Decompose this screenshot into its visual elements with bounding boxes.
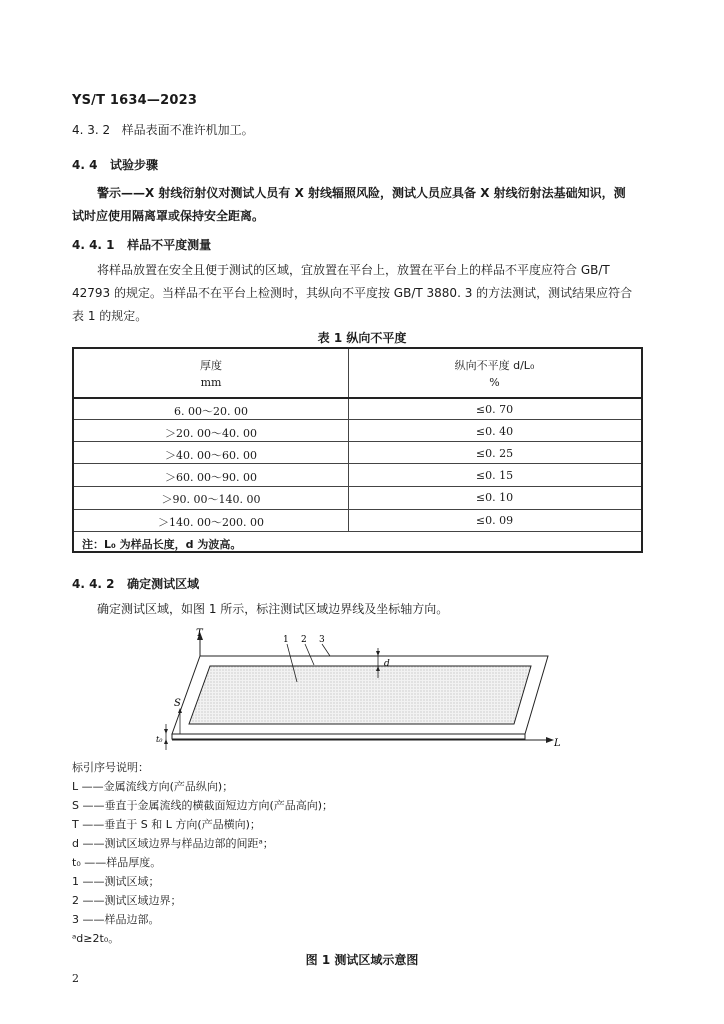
section-number: 4. 4 bbox=[72, 158, 98, 172]
row-divider bbox=[74, 509, 641, 510]
section-number: 4. 3. 2 bbox=[72, 123, 111, 137]
row-divider bbox=[74, 531, 641, 532]
para-line-2: 42793 的规定。当样品不在平台上检测时，其纵向不平度按 GB/T 3880. 3 的方法测试，测试结果应符合 bbox=[72, 286, 633, 300]
table-note: 注：L₀ 为样品长度，d 为波高。 bbox=[82, 538, 242, 551]
table-cell-thickness: ＞90. 00～140. 00 bbox=[161, 493, 261, 506]
legend-item: S ——垂直于金属流线的横截面短边方向(产品高向)； bbox=[72, 799, 334, 812]
table-caption: 表 1 纵向不平度 bbox=[317, 331, 407, 345]
section-text: 样品表面不准许机加工。 bbox=[121, 123, 254, 137]
row-divider bbox=[74, 419, 641, 420]
legend-item: 3 ——样品边部。 bbox=[72, 913, 160, 926]
flatness-table bbox=[72, 347, 643, 553]
t0-arrow-top bbox=[164, 729, 168, 734]
col-header-thickness: 厚度 bbox=[200, 359, 222, 372]
legend-item: 1 ——测试区域； bbox=[72, 875, 160, 888]
figure-caption: 图 1 测试区域示意图 bbox=[305, 953, 419, 967]
legend-title: 标引序号说明： bbox=[72, 761, 149, 774]
callout-1: 1 bbox=[283, 635, 289, 645]
col-header-flatness: 纵向不平度 d/L₀ bbox=[454, 359, 535, 372]
section-4-4-1-heading bbox=[72, 236, 211, 253]
section-title: 确定测试区域 bbox=[127, 577, 200, 591]
warning-line-1: 警示——X 射线衍射仪对测试人员有 X 射线辐照风险，测试人员应具备 X 射线衍射法基础知识，测 bbox=[97, 186, 626, 200]
table-cell-flatness: ≤0. 09 bbox=[475, 514, 514, 527]
section-title: 试验步骤 bbox=[109, 158, 158, 172]
legend-item: 2 ——测试区域边界； bbox=[72, 894, 182, 907]
t0-arrow-bottom bbox=[164, 739, 168, 744]
standard-code: YS/T 1634—2023 bbox=[72, 93, 198, 108]
legend-item: t₀ ——样品厚度。 bbox=[72, 856, 162, 869]
header-divider bbox=[74, 397, 641, 399]
callout-3: 3 bbox=[319, 635, 325, 645]
row-divider bbox=[74, 463, 641, 464]
legend-item: T ——垂直于 S 和 L 方向(产品横向)； bbox=[72, 818, 261, 831]
legend-item: d ——测试区域边界与样品边部的间距ᵃ； bbox=[72, 837, 274, 850]
section-4-4-2-heading bbox=[72, 575, 199, 592]
legend-footnote: ᵃd≥2t₀。 bbox=[72, 932, 120, 945]
test-area bbox=[189, 666, 531, 724]
axis-label-t: T bbox=[196, 628, 203, 639]
section-number: 4. 4. 2 bbox=[72, 577, 115, 591]
col-unit-thickness: mm bbox=[200, 376, 222, 389]
section-number: 4. 4. 1 bbox=[72, 238, 115, 252]
d-arrow-top bbox=[376, 651, 380, 656]
para-4-4-2: 确定测试区域，如图 1 所示，标注测试区域边界线及坐标轴方向。 bbox=[97, 602, 449, 616]
table-cell-thickness: ＞20. 00～40. 00 bbox=[165, 427, 257, 440]
table-cell-flatness: ≤0. 70 bbox=[475, 403, 514, 416]
callout-2: 2 bbox=[301, 635, 307, 645]
table-cell-flatness: ≤0. 15 bbox=[475, 469, 514, 482]
row-divider bbox=[74, 441, 641, 442]
callout-3-leader bbox=[322, 644, 330, 656]
l-axis-arrow bbox=[546, 737, 554, 743]
para-line-1: 将样品放置在安全且便于测试的区域，宜放置在平台上，放置在平台上的样品不平度应符合 GB/T bbox=[97, 263, 610, 277]
page-number: 2 bbox=[72, 972, 79, 985]
table-cell-flatness: ≤0. 40 bbox=[475, 425, 514, 438]
figure-legend bbox=[72, 758, 333, 948]
table-cell-flatness: ≤0. 10 bbox=[475, 491, 514, 504]
row-divider bbox=[74, 486, 641, 487]
table-cell-flatness: ≤0. 25 bbox=[475, 447, 514, 460]
col-unit-flatness: % bbox=[489, 376, 500, 389]
label-d: d bbox=[384, 659, 390, 669]
table-cell-thickness: 6. 00～20. 00 bbox=[174, 405, 248, 418]
warning-line-2: 试时应使用隔离罩或保持安全距离。 bbox=[72, 209, 265, 223]
label-t0: t₀ bbox=[156, 735, 163, 744]
axis-label-l: L bbox=[554, 738, 561, 749]
table-cell-thickness: ＞140. 00～200. 00 bbox=[158, 516, 264, 529]
para-line-3: 表 1 的规定。 bbox=[72, 309, 148, 323]
figure-1-diagram bbox=[150, 624, 580, 754]
section-4-4-heading bbox=[72, 156, 158, 173]
sample-thickness-edge bbox=[172, 734, 525, 739]
section-title: 样品不平度测量 bbox=[127, 238, 212, 252]
section-4-3-2 bbox=[72, 118, 254, 142]
axis-label-s: S bbox=[174, 698, 181, 709]
table-cell-thickness: ＞60. 00～90. 00 bbox=[165, 471, 257, 484]
legend-item: L ——金属流线方向(产品纵向)； bbox=[72, 780, 234, 793]
table-cell-thickness: ＞40. 00～60. 00 bbox=[165, 449, 257, 462]
